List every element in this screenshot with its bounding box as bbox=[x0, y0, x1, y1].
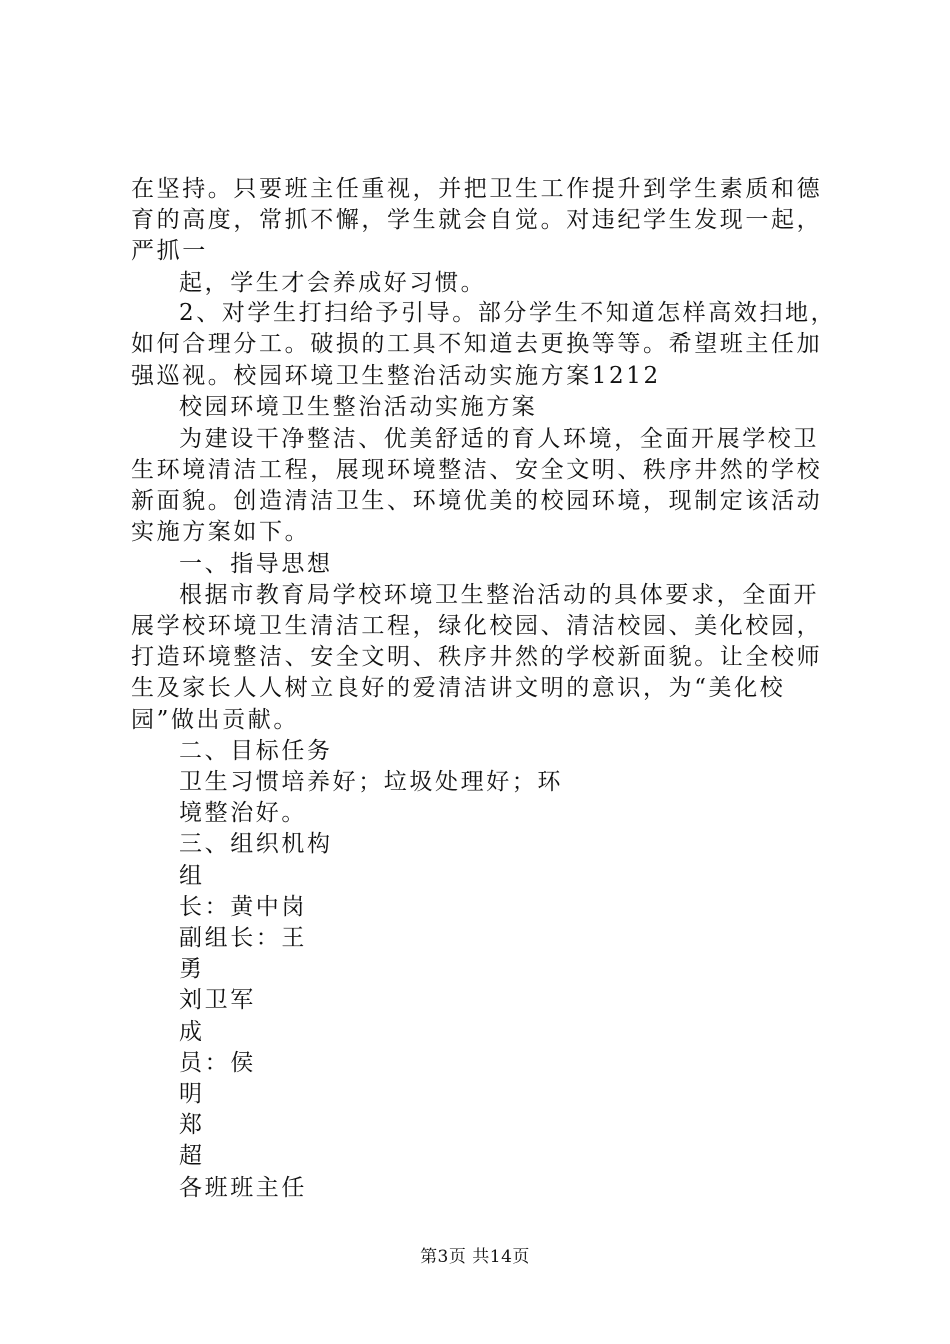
text-line: 新面貌。创造清洁卫生、环境优美的校园环境，现制定该活动 bbox=[131, 488, 823, 514]
text-line: 展学校环境卫生清洁工程，绿化校园、清洁校园、美化校园， bbox=[131, 613, 823, 639]
text-line: 成 bbox=[179, 1019, 205, 1045]
text-line: 境整治好。 bbox=[179, 800, 307, 826]
text-line: 2、对学生打扫给予引导。部分学生不知道怎样高效扫地， bbox=[179, 300, 837, 326]
text-line: 实施方案如下。 bbox=[131, 519, 311, 545]
text-line: 生及家长人人树立良好的爱清洁讲文明的意识，为“美化校 bbox=[131, 675, 786, 701]
text-line: 为建设干净整洁、优美舒适的育人环境，全面开展学校卫 bbox=[179, 426, 819, 452]
text-line: 郑 bbox=[179, 1112, 205, 1138]
text-line: 在坚持。只要班主任重视，并把卫生工作提升到学生素质和德 bbox=[131, 176, 823, 202]
text-line: 园”做出贡献。 bbox=[131, 707, 299, 733]
text-line: 刘卫军 bbox=[179, 987, 256, 1013]
text-line: 副组长：王 bbox=[179, 925, 307, 951]
text-line: 超 bbox=[179, 1143, 205, 1169]
text-line: 各班班主任 bbox=[179, 1175, 307, 1201]
text-line: 起，学生才会养成好习惯。 bbox=[179, 270, 487, 296]
page-number-footer: 第3页 共14页 bbox=[420, 1247, 530, 1267]
text-line: 根据市教育局学校环境卫生整治活动的具体要求，全面开 bbox=[179, 582, 819, 608]
text-line: 生环境清洁工程，展现环境整洁、安全文明、秩序井然的学校 bbox=[131, 457, 823, 483]
text-line: 打造环境整洁、安全文明、秩序井然的学校新面貌。让全校师 bbox=[131, 644, 823, 670]
section-heading: 一、指导思想 bbox=[179, 551, 333, 577]
text-line: 严抓一 bbox=[131, 238, 208, 264]
text-line: 勇 bbox=[179, 956, 205, 982]
text-line: 育的高度，常抓不懈，学生就会自觉。对违纪学生发现一起， bbox=[131, 207, 823, 233]
text-line: 明 bbox=[179, 1081, 205, 1107]
text-line: 强巡视。校园环境卫生整治活动实施方案1212 bbox=[131, 363, 661, 389]
text-line: 长：黄中岗 bbox=[179, 894, 307, 920]
text-line: 卫生习惯培养好；垃圾处理好；环 bbox=[179, 769, 563, 795]
text-line: 员：侯 bbox=[179, 1050, 256, 1076]
text-line: 组 bbox=[179, 863, 205, 889]
text-line: 如何合理分工。破损的工具不知道去更换等等。希望班主任加 bbox=[131, 331, 823, 357]
section-title: 校园环境卫生整治活动实施方案 bbox=[179, 394, 538, 420]
section-heading: 二、目标任务 bbox=[179, 738, 333, 764]
section-heading: 三、组织机构 bbox=[179, 831, 333, 857]
